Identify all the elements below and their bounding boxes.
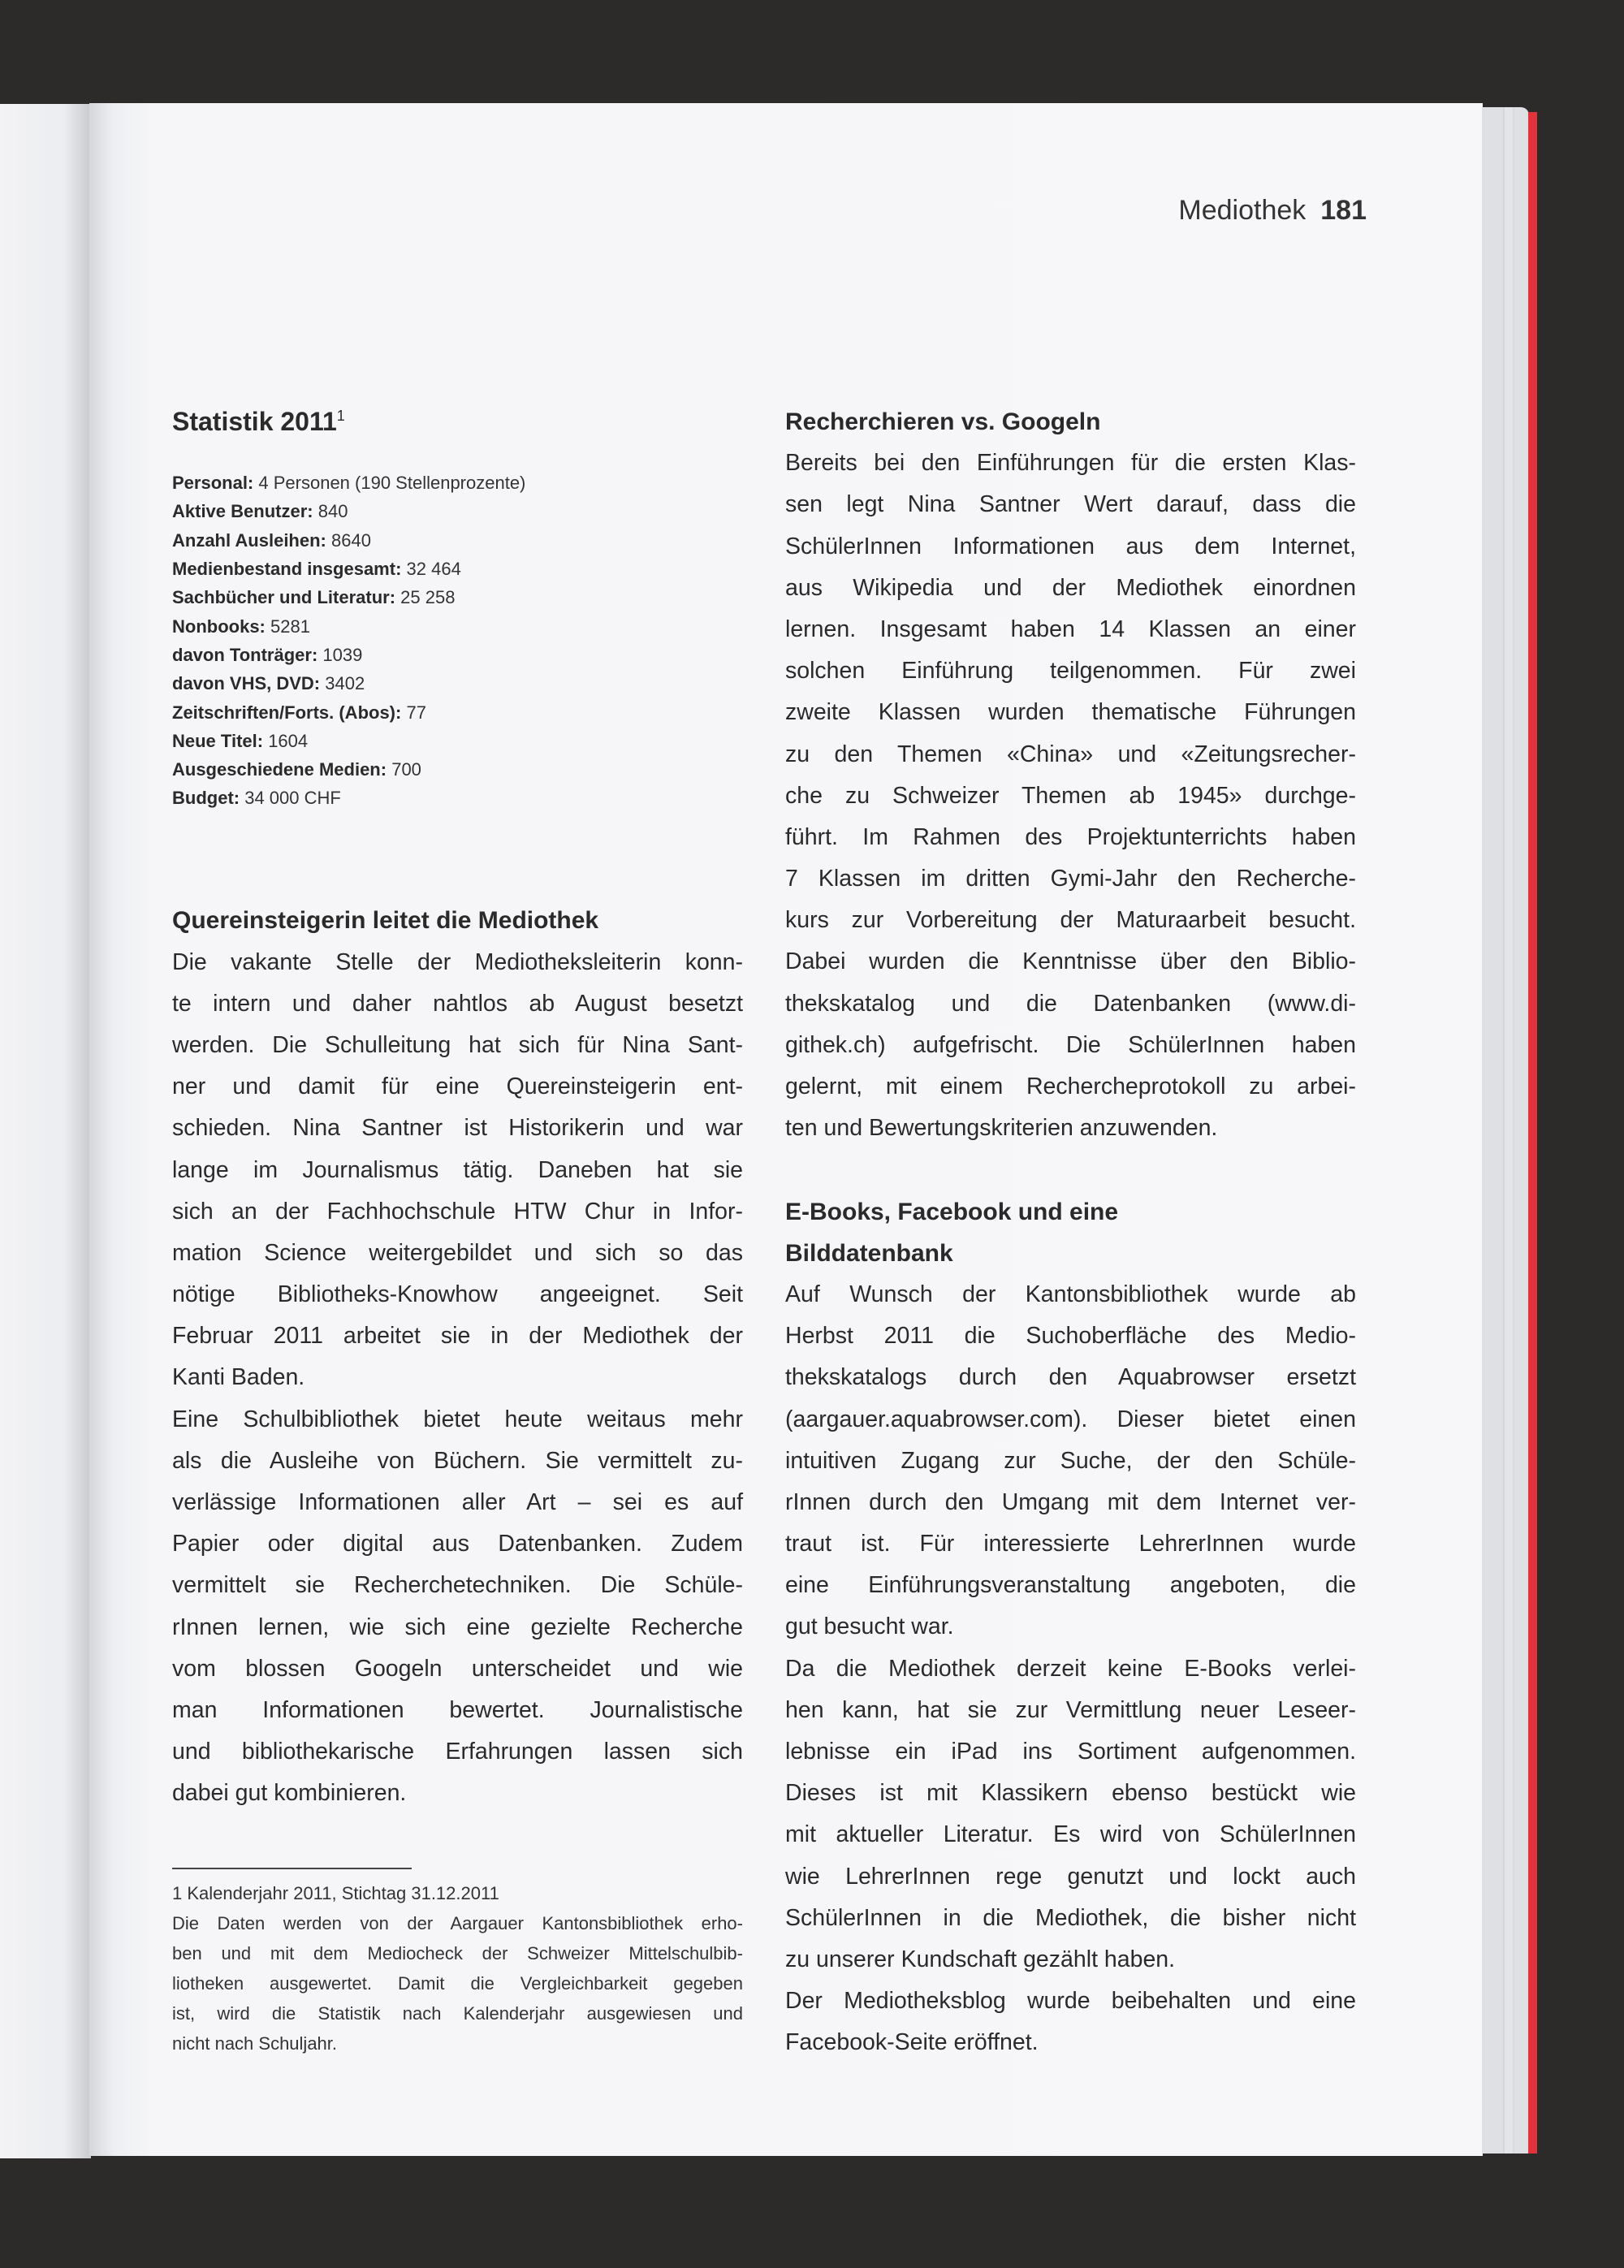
statistic-value: 840 — [317, 501, 348, 522]
statistic-label: Anzahl Ausleihen: — [172, 529, 326, 551]
paragraph-line: kurs zur Vorbereitung der Maturaarbeit besucht. — [785, 907, 1356, 934]
statistic-value: 25 258 — [400, 587, 456, 608]
paragraph-line: verlässige Informationen aller Art – sei es auf — [172, 1489, 743, 1516]
paragraph-line: Kanti Baden. — [172, 1364, 305, 1391]
statistics-box — [172, 401, 743, 813]
footnote-line: Die Daten werden von der Aargauer Kantonsbibliothek erho- — [172, 1913, 743, 1933]
statistic-label: Aktive Benutzer: — [172, 501, 313, 522]
paragraph-line: 7 Klassen im dritten Gymi-Jahr den Recherche- — [785, 866, 1356, 892]
footnote-marker: 1 — [336, 408, 345, 424]
statistic-item — [172, 555, 743, 583]
statistic-item — [172, 669, 743, 698]
statistic-label: Budget: — [172, 788, 240, 809]
statistic-label: Sachbücher und Literatur: — [172, 587, 396, 608]
paragraph-line: Facebook-Seite eröffnet. — [785, 2029, 1039, 2056]
running-head-section: Mediothek — [1178, 195, 1307, 226]
paragraph-line: lebnisse ein iPad ins Sortiment aufgenommen. — [785, 1739, 1356, 1765]
paragraph-line: Der Mediotheksblog wurde beibehalten und eine — [785, 1988, 1356, 2015]
statistic-value: 3402 — [325, 673, 365, 694]
paragraph-line: intuitiven Zugang zur Suche, der den Schüle- — [785, 1447, 1356, 1474]
paragraph-line: gut besucht war. — [785, 1614, 954, 1640]
paragraph-line: thekskatalog und die Datenbanken (www.di- — [785, 990, 1356, 1017]
statistic-value: 1039 — [322, 644, 363, 665]
statistic-item — [172, 497, 743, 525]
paragraph-line: führt. Im Rahmen des Projektunterrichts haben — [785, 823, 1356, 850]
footnote-line: liotheken ausgewertet. Damit die Vergleichbarkeit gegeben — [172, 1973, 743, 1994]
statistic-item — [172, 612, 743, 641]
paragraph-line: solchen Einführung teilgenommen. Für zwei — [785, 658, 1356, 685]
paragraph-line: vom blossen Googeln unterscheidet und wie — [172, 1655, 743, 1682]
statistics-list — [172, 469, 743, 813]
paragraph-line: ten und Bewertungskriterien anzuwenden. — [785, 1115, 1218, 1142]
statistic-value: 4 Personen (190 Stellenprozente) — [258, 473, 526, 494]
statistic-item — [172, 641, 743, 669]
paragraph-line: Papier oder digital aus Datenbanken. Zudem — [172, 1531, 743, 1557]
section-spacer — [785, 1149, 1356, 1190]
red-cover-edge — [1528, 112, 1537, 2154]
paragraph-line: lernen. Insgesamt haben 14 Klassen an einer — [785, 616, 1356, 642]
paragraph-line: Dabei wurden die Kenntnisse über den Biblio- — [785, 948, 1356, 975]
statistics-title — [172, 401, 743, 443]
footnote-divider — [172, 1868, 412, 1869]
statistic-value: 1604 — [268, 730, 309, 751]
paragraph-line: Herbst 2011 die Suchoberfläche des Medio- — [785, 1323, 1356, 1350]
paragraph-line: schieden. Nina Santner ist Historikerin und war — [172, 1115, 743, 1142]
right-column — [785, 401, 1356, 2064]
paragraph-line: man Informationen bewertet. Journalistische — [172, 1696, 743, 1723]
paragraph-line: zweite Klassen wurden thematische Führungen — [785, 699, 1356, 726]
paragraph-line: nötige Bibliotheks-Knowhow angeeignet. Seit — [172, 1281, 743, 1308]
paragraph-line: sen legt Nina Santner Wert darauf, dass die — [785, 491, 1356, 518]
paragraph-line: Die vakante Stelle der Mediotheksleiterin konn- — [172, 948, 743, 975]
statistic-item — [172, 469, 743, 497]
footnote-line: 1 Kalenderjahr 2011, Stichtag 31.12.2011 — [172, 1883, 499, 1903]
paragraph-line: te intern und daher nahtlos ab August besetzt — [172, 990, 743, 1017]
statistic-item — [172, 784, 743, 812]
paragraph-line: Eine Schulbibliothek bietet heute weitaus mehr — [172, 1406, 743, 1432]
statistic-item — [172, 755, 743, 784]
paragraph-line: Bereits bei den Einführungen für die ersten Klas- — [785, 450, 1356, 477]
footnote-line: ben und mit dem Mediocheck der Schweizer Mittelschulbib- — [172, 1943, 743, 1963]
paragraph-line: vermittelt sie Recherchetechniken. Die Schüle- — [172, 1572, 743, 1599]
paragraph-line: githek.ch) aufgefrischt. Die SchülerInnen haben — [785, 1031, 1356, 1058]
section-heading: E-Books, Facebook und eine — [785, 1198, 1119, 1225]
paragraph-line: mation Science weitergebildet und sich so das — [172, 1239, 743, 1266]
page-stack-edges — [1482, 107, 1529, 2154]
paragraph-line: Februar 2011 arbeitet sie in der Mediothek der — [172, 1323, 743, 1350]
statistic-label: Zeitschriften/Forts. (Abos): — [172, 702, 402, 723]
paragraph-line: lange im Journalismus tätig. Daneben hat sie — [172, 1156, 743, 1183]
paragraph-line: (aargauer.aquabrowser.com). Dieser bietet einen — [785, 1406, 1356, 1432]
paragraph-line: traut ist. Für interessierte LehrerInnen wurde — [785, 1531, 1356, 1557]
paragraph-line: Da die Mediothek derzeit keine E-Books verlei- — [785, 1655, 1356, 1682]
statistic-value: 8640 — [331, 529, 371, 551]
statistic-label: davon Tonträger: — [172, 644, 318, 665]
paragraph-line: che zu Schweizer Themen ab 1945» durchge- — [785, 782, 1356, 809]
paragraph-line: thekskatalogs durch den Aquabrowser ersetzt — [785, 1364, 1356, 1391]
paragraph-line: gelernt, mit einem Rechercheprotokoll zu arbei- — [785, 1074, 1356, 1099]
paragraph-line: SchülerInnen in die Mediothek, die bisher nicht — [785, 1904, 1356, 1931]
statistic-value: 700 — [391, 759, 421, 780]
statistic-item — [172, 698, 743, 727]
paragraph-line: SchülerInnen Informationen aus dem Internet, — [785, 533, 1356, 559]
paragraph-line: und bibliothekarische Erfahrungen lassen sich — [172, 1739, 743, 1765]
footnote-line: ist, wird die Statistik nach Kalenderjahr ausgewiesen und — [172, 2003, 743, 2024]
statistic-label: davon VHS, DVD: — [172, 673, 321, 694]
section-heading: Recherchieren vs. Googeln — [785, 408, 1101, 435]
paragraph-line: wie LehrerInnen rege genutzt und lockt auch — [785, 1863, 1356, 1890]
running-head — [1178, 195, 1367, 227]
page-number: 181 — [1320, 195, 1367, 226]
paragraph-line: hen kann, hat sie zur Vermittlung neuer Leseer- — [785, 1696, 1356, 1723]
statistic-label: Personal: — [172, 473, 254, 494]
statistic-value: 32 464 — [406, 559, 461, 580]
section-heading: Bilddatenbank — [785, 1239, 953, 1267]
paragraph-line: mit aktueller Literatur. Es wird von SchülerInnen — [785, 1821, 1356, 1848]
statistics-title-text: Statistik 2011 — [172, 407, 337, 436]
statistic-value: 5281 — [270, 616, 310, 637]
paragraph-line: ner und damit für eine Quereinsteigerin ent- — [172, 1074, 743, 1100]
footnote — [172, 1878, 743, 2058]
statistic-label: Medienbestand insgesamt: — [172, 559, 402, 580]
statistic-item — [172, 727, 743, 755]
paragraph-line: rInnen durch den Umgang mit dem Internet ver- — [785, 1488, 1356, 1515]
statistic-label: Nonbooks: — [172, 616, 266, 637]
left-column — [172, 900, 743, 1814]
paragraph-line: eine Einführungsveranstaltung angeboten, die — [785, 1572, 1356, 1599]
paragraph-line: dabei gut kombinieren. — [172, 1780, 407, 1807]
section-heading: Quereinsteigerin leitet die Mediothek — [172, 907, 599, 935]
paragraph-line: sich an der Fachhochschule HTW Chur in Infor- — [172, 1198, 743, 1225]
statistic-item — [172, 526, 743, 555]
statistic-label: Ausgeschiedene Medien: — [172, 759, 387, 780]
footnote-line: nicht nach Schuljahr. — [172, 2033, 338, 2054]
paragraph-line: Dieses ist mit Klassikern ebenso bestückt wie — [785, 1780, 1356, 1807]
paragraph-line: als die Ausleihe von Büchern. Sie vermittelt zu- — [172, 1447, 743, 1474]
paragraph-line: zu unserer Kundschaft gezählt haben. — [785, 1946, 1176, 1972]
statistic-label: Neue Titel: — [172, 730, 264, 751]
statistic-item — [172, 583, 743, 611]
statistic-value: 34 000 CHF — [244, 788, 341, 809]
paragraph-line: aus Wikipedia und der Mediothek einordnen — [785, 574, 1356, 601]
paragraph-line: rInnen lernen, wie sich eine gezielte Recherche — [172, 1614, 743, 1640]
paragraph-line: werden. Die Schulleitung hat sich für Nina Sant- — [172, 1031, 743, 1058]
statistic-value: 77 — [406, 702, 426, 723]
paragraph-line: zu den Themen «China» und «Zeitungsrecher- — [785, 741, 1356, 767]
paragraph-line: Auf Wunsch der Kantonsbibliothek wurde ab — [785, 1281, 1356, 1307]
facing-left-page — [0, 104, 91, 2158]
